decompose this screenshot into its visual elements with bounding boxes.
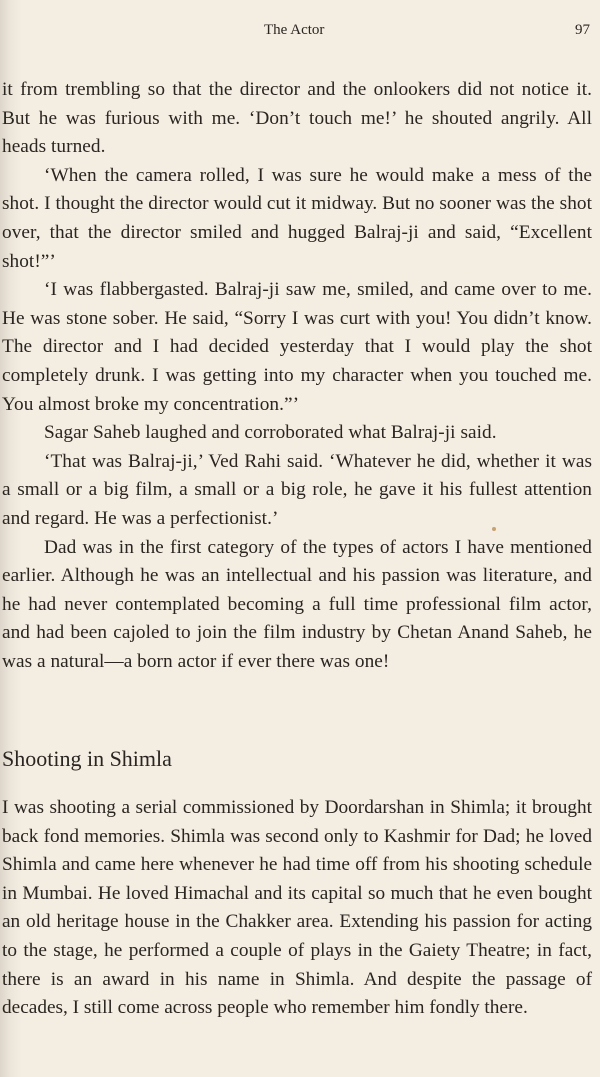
- paragraph: ‘I was flabbergasted. Balraj-ji saw me, smiled, and came over to me. He was stone sober. He said, “Sorry I was curt with you! You didn’t know. The director and I had decided yesterday that I would play the shot completely drunk. I was getting into my character when you touched me. You almost broke my concentration.”’: [2, 279, 592, 415]
- section-heading: Shooting in Shimla: [2, 746, 172, 771]
- paragraph: I was shooting a serial commissioned by Doordarshan in Shimla; it brought back fond memories. Shimla was second only to Kashmir for Dad; he loved Shimla and came here whenever he had time off from his shooting schedule in Mumbai. He loved Himachal and its capital so much that he even bought an old heritage house in the Chakker area. Extending his passion for acting to the stage, he performed a couple of plays in the Gaiety Theatre; in fact, there is an award in his name in Shimla. And despite the passage of decades, I still come across people who remember him fondly there.: [2, 797, 592, 1019]
- running-header: [0, 20, 600, 44]
- paper-speck: [492, 527, 496, 531]
- paragraph: Dad was in the first category of the types of actors I have mentioned earlier. Although he was an intellectual and his passion was literature, and he had never contemplated becoming a full time professional film actor, and had been cajoled to join the film industry by Chetan Anand Saheb, he was a natural—a born actor if ever there was one!: [2, 536, 592, 672]
- body-text: [2, 76, 592, 676]
- paragraph: Sagar Saheb laughed and corroborated what Balraj-ji said.: [44, 422, 497, 444]
- running-title: The Actor: [264, 22, 325, 38]
- paragraph: ‘When the camera rolled, I was sure he would make a mess of the shot. I thought the director would cut it midway. But no sooner was the shot over, that the director smiled and hugged Balraj-ji and said, “Excellent shot!”’: [2, 164, 592, 272]
- page-number: 97: [575, 22, 590, 38]
- section-body: [2, 794, 592, 1023]
- paragraph: ‘That was Balraj-ji,’ Ved Rahi said. ‘Whatever he did, whether it was a small or a big film, a small or a big role, he gave it his fullest attention and regard. He was a perfectionist.’: [2, 450, 592, 529]
- paragraph: it from trembling so that the director and the onlookers did not notice it. But he was furious with me. ‘Don’t touch me!’ he shouted angrily. All heads turned.: [2, 79, 592, 158]
